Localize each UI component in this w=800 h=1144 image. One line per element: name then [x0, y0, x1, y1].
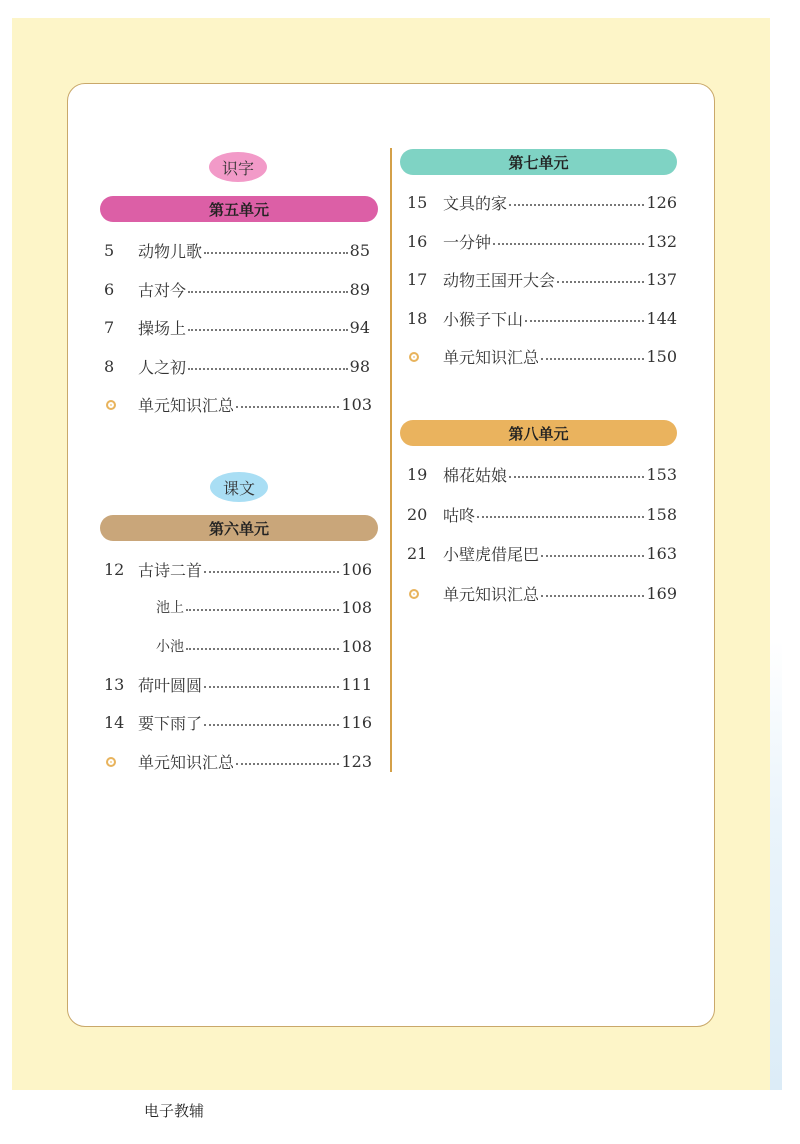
lesson-number: 7: [104, 317, 115, 337]
ring-bullet-icon: [409, 352, 419, 362]
lesson-title: 单元知识汇总: [138, 752, 235, 772]
lesson-title: 古对今: [138, 280, 187, 300]
toc-row-u7-4[interactable]: [407, 307, 677, 329]
leader-dots: [186, 648, 339, 650]
page-number: 85: [349, 240, 370, 260]
toc-row-u7-1[interactable]: [407, 191, 677, 213]
lesson-title: 棉花姑娘: [443, 465, 508, 485]
toc-row-u6-3[interactable]: [104, 711, 372, 733]
section-label-kewen: 课文: [210, 472, 268, 502]
page-number: 150: [646, 346, 677, 366]
lesson-title: 操场上: [138, 318, 187, 338]
toc-row-u8-3[interactable]: [407, 542, 677, 564]
toc-row-u6-1[interactable]: [104, 558, 372, 580]
page-number: 111: [341, 674, 372, 694]
leader-dots: [493, 243, 644, 245]
leader-dots: [557, 281, 644, 283]
leader-dots: [541, 595, 644, 597]
leader-dots: [541, 555, 644, 557]
leader-dots: [236, 763, 339, 765]
lesson-title: 单元知识汇总: [138, 395, 235, 415]
toc-row-u6-poem1[interactable]: [104, 596, 372, 618]
page-number: 108: [341, 597, 372, 617]
toc-row-u8-summary[interactable]: [407, 582, 677, 604]
ring-bullet-icon: [409, 589, 419, 599]
ring-bullet-icon: [106, 400, 116, 410]
unit6-header: 第六单元: [100, 515, 378, 541]
ring-bullet: [104, 395, 138, 414]
ring-bullet: [104, 752, 138, 771]
ring-bullet-icon: [106, 757, 116, 767]
page-number: 158: [646, 504, 677, 524]
leader-dots: [509, 476, 644, 478]
lesson-number: 15: [407, 192, 428, 212]
page-number: 106: [341, 559, 372, 579]
lesson-number: 12: [104, 559, 125, 579]
leader-dots: [188, 368, 348, 370]
page-number: 108: [341, 636, 372, 656]
ring-bullet: [407, 347, 443, 366]
page-number: 116: [341, 712, 372, 732]
page-number: 137: [646, 269, 677, 289]
leader-dots: [236, 406, 339, 408]
lesson-number: 18: [407, 308, 428, 328]
leader-dots: [477, 516, 644, 518]
leader-dots: [509, 204, 644, 206]
lesson-title: 人之初: [138, 357, 187, 377]
toc-row-u5-3[interactable]: [104, 316, 370, 338]
toc-row-u6-summary[interactable]: [104, 750, 372, 772]
lesson-number: 20: [407, 504, 428, 524]
lesson-title: 古诗二首: [138, 560, 203, 580]
toc-row-u8-1[interactable]: [407, 463, 677, 485]
lesson-title: 小池: [156, 639, 184, 655]
lesson-title: 小壁虎借尾巴: [443, 544, 540, 564]
lesson-title: 池上: [156, 600, 184, 616]
lesson-number: 6: [104, 279, 115, 299]
leader-dots: [204, 724, 339, 726]
leader-dots: [204, 252, 348, 254]
unit5-header: 第五单元: [100, 196, 378, 222]
ring-bullet: [407, 584, 443, 603]
lesson-title: 动物王国开大会: [443, 270, 556, 290]
lesson-title: 文具的家: [443, 193, 508, 213]
page-number: 94: [349, 317, 370, 337]
leader-dots: [204, 686, 339, 688]
toc-row-u5-2[interactable]: [104, 278, 370, 300]
page-edge-strip: [770, 640, 782, 1090]
lesson-number: 5: [104, 240, 115, 260]
lesson-number: 13: [104, 674, 125, 694]
toc-row-u7-2[interactable]: [407, 230, 677, 252]
lesson-number: 16: [407, 231, 428, 251]
lesson-number: 8: [104, 356, 115, 376]
page-number: 103: [341, 394, 372, 414]
lesson-number: 17: [407, 269, 428, 289]
page-number: 98: [349, 356, 370, 376]
lesson-title: 一分钟: [443, 232, 492, 252]
toc-row-u5-1[interactable]: [104, 239, 370, 261]
leader-dots: [186, 609, 339, 611]
page-number: 163: [646, 543, 677, 563]
toc-row-u7-3[interactable]: [407, 268, 677, 290]
lesson-title: 荷叶圆圆: [138, 675, 203, 695]
page-number: 132: [646, 231, 677, 251]
toc-row-u5-4[interactable]: [104, 355, 370, 377]
footer-watermark: 电子教辅: [144, 1102, 205, 1120]
toc-row-u6-2[interactable]: [104, 673, 372, 695]
unit8-header: 第八单元: [400, 420, 677, 446]
toc-row-u7-summary[interactable]: [407, 345, 677, 367]
lesson-title: 单元知识汇总: [443, 347, 540, 367]
page-number: 153: [646, 464, 677, 484]
lesson-title: 动物儿歌: [138, 241, 203, 261]
leader-dots: [204, 571, 339, 573]
section-label-shizi: 识字: [209, 152, 267, 182]
page-number: 144: [646, 308, 677, 328]
page-number: 89: [349, 279, 370, 299]
leader-dots: [541, 358, 644, 360]
lesson-number: 14: [104, 712, 125, 732]
leader-dots: [525, 320, 644, 322]
lesson-number: 19: [407, 464, 428, 484]
page-number: 123: [341, 751, 372, 771]
leader-dots: [188, 291, 348, 293]
toc-row-u8-2[interactable]: [407, 503, 677, 525]
toc-row-u5-summary[interactable]: [104, 393, 372, 415]
page-number: 169: [646, 583, 677, 603]
toc-row-u6-poem2[interactable]: [104, 635, 372, 657]
unit7-header: 第七单元: [400, 149, 677, 175]
lesson-title: 咕咚: [443, 505, 476, 525]
lesson-number: 21: [407, 543, 428, 563]
column-divider: [390, 148, 392, 772]
lesson-title: 要下雨了: [138, 713, 203, 733]
lesson-title: 小猴子下山: [443, 309, 524, 329]
lesson-title: 单元知识汇总: [443, 584, 540, 604]
leader-dots: [188, 329, 348, 331]
page-number: 126: [646, 192, 677, 212]
